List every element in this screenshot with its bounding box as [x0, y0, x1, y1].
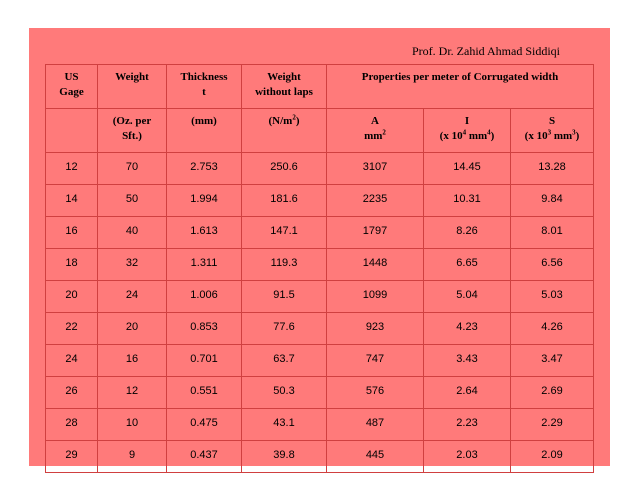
cell-s: 2.69 — [511, 377, 594, 409]
cell-weight: 24 — [98, 281, 167, 313]
cell-weight-without-laps: 91.5 — [242, 281, 327, 313]
table-row — [46, 153, 594, 185]
table-row — [46, 217, 594, 249]
cell-gage: 18 — [46, 249, 98, 281]
cell-i: 14.45 — [424, 153, 511, 185]
cell-weight-without-laps: 147.1 — [242, 217, 327, 249]
cell-gage: 16 — [46, 217, 98, 249]
cell-thickness: 1.994 — [167, 185, 242, 217]
cell-i: 4.23 — [424, 313, 511, 345]
cell-thickness: 0.437 — [167, 441, 242, 473]
cell-a: 1099 — [327, 281, 424, 313]
cell-i: 10.31 — [424, 185, 511, 217]
cell-weight-without-laps: 250.6 — [242, 153, 327, 185]
cell-weight-without-laps: 119.3 — [242, 249, 327, 281]
cell-i: 5.04 — [424, 281, 511, 313]
cell-weight-without-laps: 77.6 — [242, 313, 327, 345]
cell-s: 9.84 — [511, 185, 594, 217]
cell-thickness: 0.475 — [167, 409, 242, 441]
cell-s: 6.56 — [511, 249, 594, 281]
col-header-gage: US Gage — [46, 65, 98, 109]
cell-gage: 12 — [46, 153, 98, 185]
cell-a: 923 — [327, 313, 424, 345]
col-header-weight-without-laps: Weight without laps — [242, 65, 327, 109]
cell-i: 2.64 — [424, 377, 511, 409]
cell-weight-without-laps: 181.6 — [242, 185, 327, 217]
header-row-1 — [46, 65, 594, 109]
table-row — [46, 281, 594, 313]
cell-s: 3.47 — [511, 345, 594, 377]
col-header-thickness: Thickness t — [167, 65, 242, 109]
cell-s: 5.03 — [511, 281, 594, 313]
table-row — [46, 345, 594, 377]
col-header-weight: Weight — [98, 65, 167, 109]
cell-a: 3107 — [327, 153, 424, 185]
cell-weight: 20 — [98, 313, 167, 345]
author-credit: Prof. Dr. Zahid Ahmad Siddiqi — [412, 44, 560, 58]
cell-a: 2235 — [327, 185, 424, 217]
cell-s: 13.28 — [511, 153, 594, 185]
gage-properties-table — [45, 64, 594, 473]
cell-a: 1448 — [327, 249, 424, 281]
cell-weight-without-laps: 50.3 — [242, 377, 327, 409]
cell-a: 487 — [327, 409, 424, 441]
header-row-2 — [46, 109, 594, 153]
cell-gage: 20 — [46, 281, 98, 313]
cell-gage: 22 — [46, 313, 98, 345]
cell-weight-without-laps: 39.8 — [242, 441, 327, 473]
cell-s: 2.09 — [511, 441, 594, 473]
cell-weight: 40 — [98, 217, 167, 249]
table-row — [46, 409, 594, 441]
cell-gage: 24 — [46, 345, 98, 377]
cell-thickness: 1.311 — [167, 249, 242, 281]
cell-i: 8.26 — [424, 217, 511, 249]
cell-gage: 14 — [46, 185, 98, 217]
cell-thickness: 0.701 — [167, 345, 242, 377]
cell-gage: 29 — [46, 441, 98, 473]
cell-i: 6.65 — [424, 249, 511, 281]
unit-a: A $mm^2$ — [327, 109, 424, 153]
unit-gage — [46, 109, 98, 153]
cell-weight-without-laps: 43.1 — [242, 409, 327, 441]
table-row — [46, 249, 594, 281]
cell-thickness: 1.613 — [167, 217, 242, 249]
cell-thickness: 1.006 — [167, 281, 242, 313]
cell-s: 8.01 — [511, 217, 594, 249]
cell-weight: 70 — [98, 153, 167, 185]
cell-weight: 9 — [98, 441, 167, 473]
cell-i: 2.23 — [424, 409, 511, 441]
unit-i: I (x $10^4$ $mm^4$) — [424, 109, 511, 153]
cell-thickness: 2.753 — [167, 153, 242, 185]
cell-gage: 28 — [46, 409, 98, 441]
table-row — [46, 377, 594, 409]
cell-s: 4.26 — [511, 313, 594, 345]
cell-a: 445 — [327, 441, 424, 473]
table-row — [46, 313, 594, 345]
cell-weight: 32 — [98, 249, 167, 281]
unit-weight: (Oz. per Sft.) — [98, 109, 167, 153]
cell-gage: 26 — [46, 377, 98, 409]
cell-s: 2.29 — [511, 409, 594, 441]
cell-a: 747 — [327, 345, 424, 377]
cell-i: 3.43 — [424, 345, 511, 377]
unit-thickness: (mm) — [167, 109, 242, 153]
cell-weight: 50 — [98, 185, 167, 217]
cell-weight: 12 — [98, 377, 167, 409]
unit-weight-without-laps: $(N/m^2)$ — [242, 109, 327, 153]
table-row — [46, 185, 594, 217]
cell-thickness: 0.551 — [167, 377, 242, 409]
col-header-properties: Properties per meter of Corrugated width — [327, 65, 594, 109]
table-row — [46, 441, 594, 473]
cell-a: 1797 — [327, 217, 424, 249]
cell-weight-without-laps: 63.7 — [242, 345, 327, 377]
cell-i: 2.03 — [424, 441, 511, 473]
cell-weight: 16 — [98, 345, 167, 377]
cell-a: 576 — [327, 377, 424, 409]
unit-s: S (x $10^3$ $mm^3$) — [511, 109, 594, 153]
cell-thickness: 0.853 — [167, 313, 242, 345]
cell-weight: 10 — [98, 409, 167, 441]
